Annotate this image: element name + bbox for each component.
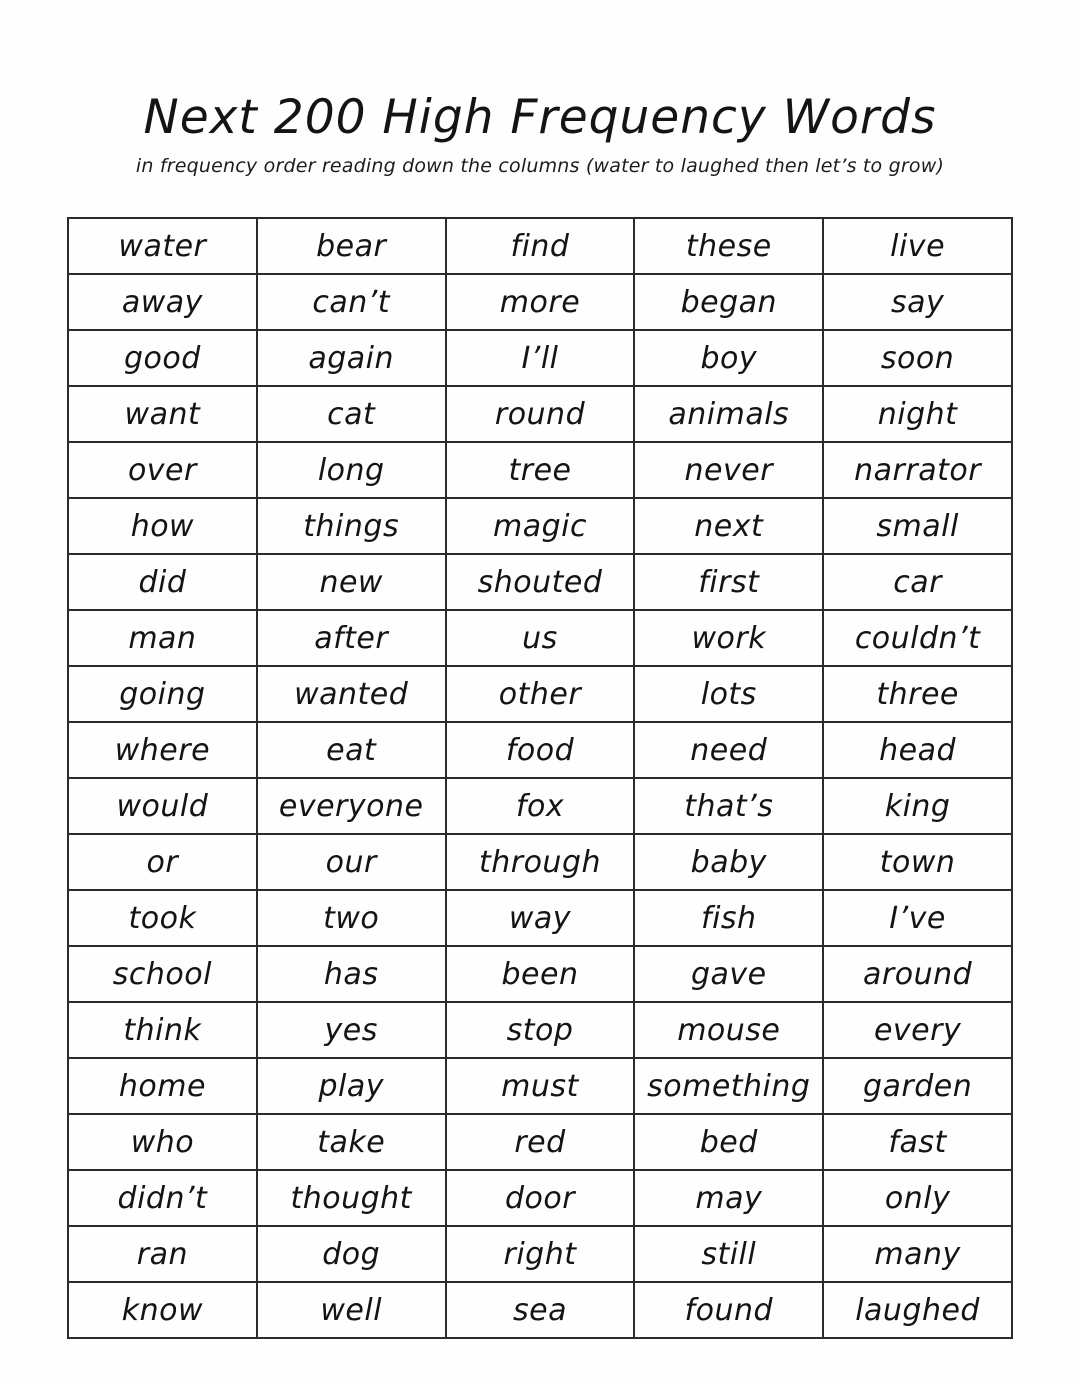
table-row [68, 1002, 1012, 1058]
word-cell: fish [634, 890, 823, 946]
word-cell: man [68, 610, 257, 666]
word-cell: long [257, 442, 446, 498]
word-cell: never [634, 442, 823, 498]
word-cell: first [634, 554, 823, 610]
word-cell: I’ll [446, 330, 635, 386]
table-row [68, 890, 1012, 946]
word-cell: right [446, 1226, 635, 1282]
table-row [68, 834, 1012, 890]
table-row [68, 330, 1012, 386]
word-cell: more [446, 274, 635, 330]
word-cell: two [257, 890, 446, 946]
word-cell: still [634, 1226, 823, 1282]
word-cell: say [823, 274, 1012, 330]
word-cell: thought [257, 1170, 446, 1226]
table-row [68, 1114, 1012, 1170]
word-cell: school [68, 946, 257, 1002]
word-cell: think [68, 1002, 257, 1058]
word-cell: began [634, 274, 823, 330]
page-title: Next 200 High Frequency Words [143, 90, 937, 145]
word-cell: may [634, 1170, 823, 1226]
word-cell: animals [634, 386, 823, 442]
table-row [68, 386, 1012, 442]
word-cell: good [68, 330, 257, 386]
word-cell: want [68, 386, 257, 442]
table-row [68, 1058, 1012, 1114]
word-cell: bed [634, 1114, 823, 1170]
table-row [68, 1282, 1012, 1338]
word-cell: other [446, 666, 635, 722]
word-cell: fast [823, 1114, 1012, 1170]
word-cell: has [257, 946, 446, 1002]
word-cell: everyone [257, 778, 446, 834]
word-cell: stop [446, 1002, 635, 1058]
word-cell: know [68, 1282, 257, 1338]
word-cell: I’ve [823, 890, 1012, 946]
word-cell: garden [823, 1058, 1012, 1114]
word-cell: through [446, 834, 635, 890]
word-cell: shouted [446, 554, 635, 610]
word-cell: many [823, 1226, 1012, 1282]
table-row [68, 1170, 1012, 1226]
word-cell: lots [634, 666, 823, 722]
word-cell: or [68, 834, 257, 890]
word-cell: did [68, 554, 257, 610]
table-row [68, 498, 1012, 554]
table-row [68, 722, 1012, 778]
word-cell: town [823, 834, 1012, 890]
word-cell: took [68, 890, 257, 946]
word-cell: our [257, 834, 446, 890]
word-cell: way [446, 890, 635, 946]
word-cell: eat [257, 722, 446, 778]
word-cell: again [257, 330, 446, 386]
word-cell: every [823, 1002, 1012, 1058]
word-cell: round [446, 386, 635, 442]
word-cell: well [257, 1282, 446, 1338]
word-cell: would [68, 778, 257, 834]
word-cell: can’t [257, 274, 446, 330]
word-cell: mouse [634, 1002, 823, 1058]
word-cell: found [634, 1282, 823, 1338]
word-cell: didn’t [68, 1170, 257, 1226]
word-cell: how [68, 498, 257, 554]
word-cell: small [823, 498, 1012, 554]
table-row [68, 946, 1012, 1002]
table-row [68, 1226, 1012, 1282]
word-cell: take [257, 1114, 446, 1170]
word-cell: king [823, 778, 1012, 834]
word-cell: over [68, 442, 257, 498]
word-cell: three [823, 666, 1012, 722]
word-cell: next [634, 498, 823, 554]
word-cell: soon [823, 330, 1012, 386]
word-cell: night [823, 386, 1012, 442]
word-cell: wanted [257, 666, 446, 722]
word-cell: couldn’t [823, 610, 1012, 666]
table-row [68, 442, 1012, 498]
word-cell: these [634, 218, 823, 274]
word-cell: dog [257, 1226, 446, 1282]
word-cell: must [446, 1058, 635, 1114]
word-cell: after [257, 610, 446, 666]
word-cell: work [634, 610, 823, 666]
word-cell: live [823, 218, 1012, 274]
word-cell: new [257, 554, 446, 610]
word-cell: something [634, 1058, 823, 1114]
table-row [68, 274, 1012, 330]
word-cell: boy [634, 330, 823, 386]
table-row [68, 778, 1012, 834]
word-cell: bear [257, 218, 446, 274]
word-cell: fox [446, 778, 635, 834]
table-row [68, 666, 1012, 722]
word-cell: food [446, 722, 635, 778]
word-cell: car [823, 554, 1012, 610]
word-cell: head [823, 722, 1012, 778]
word-cell: that’s [634, 778, 823, 834]
word-cell: need [634, 722, 823, 778]
word-cell: gave [634, 946, 823, 1002]
word-cell: going [68, 666, 257, 722]
word-cell: red [446, 1114, 635, 1170]
word-cell: us [446, 610, 635, 666]
word-cell: around [823, 946, 1012, 1002]
word-cell: baby [634, 834, 823, 890]
word-cell: sea [446, 1282, 635, 1338]
word-cell: magic [446, 498, 635, 554]
word-cell: water [68, 218, 257, 274]
page-subtitle: in frequency order reading down the columns (water to laughed then let’s to grow) [135, 155, 945, 177]
word-cell: been [446, 946, 635, 1002]
word-cell: away [68, 274, 257, 330]
table-row [68, 554, 1012, 610]
header [0, 90, 1080, 177]
table-row [68, 218, 1012, 274]
word-cell: laughed [823, 1282, 1012, 1338]
word-cell: things [257, 498, 446, 554]
word-cell: find [446, 218, 635, 274]
word-cell: play [257, 1058, 446, 1114]
word-cell: door [446, 1170, 635, 1226]
word-table-body [68, 218, 1012, 1338]
word-cell: only [823, 1170, 1012, 1226]
word-cell: yes [257, 1002, 446, 1058]
word-cell: tree [446, 442, 635, 498]
word-cell: home [68, 1058, 257, 1114]
word-cell: where [68, 722, 257, 778]
word-cell: ran [68, 1226, 257, 1282]
table-row [68, 610, 1012, 666]
word-cell: cat [257, 386, 446, 442]
word-cell: narrator [823, 442, 1012, 498]
word-cell: who [68, 1114, 257, 1170]
word-table [67, 217, 1013, 1339]
